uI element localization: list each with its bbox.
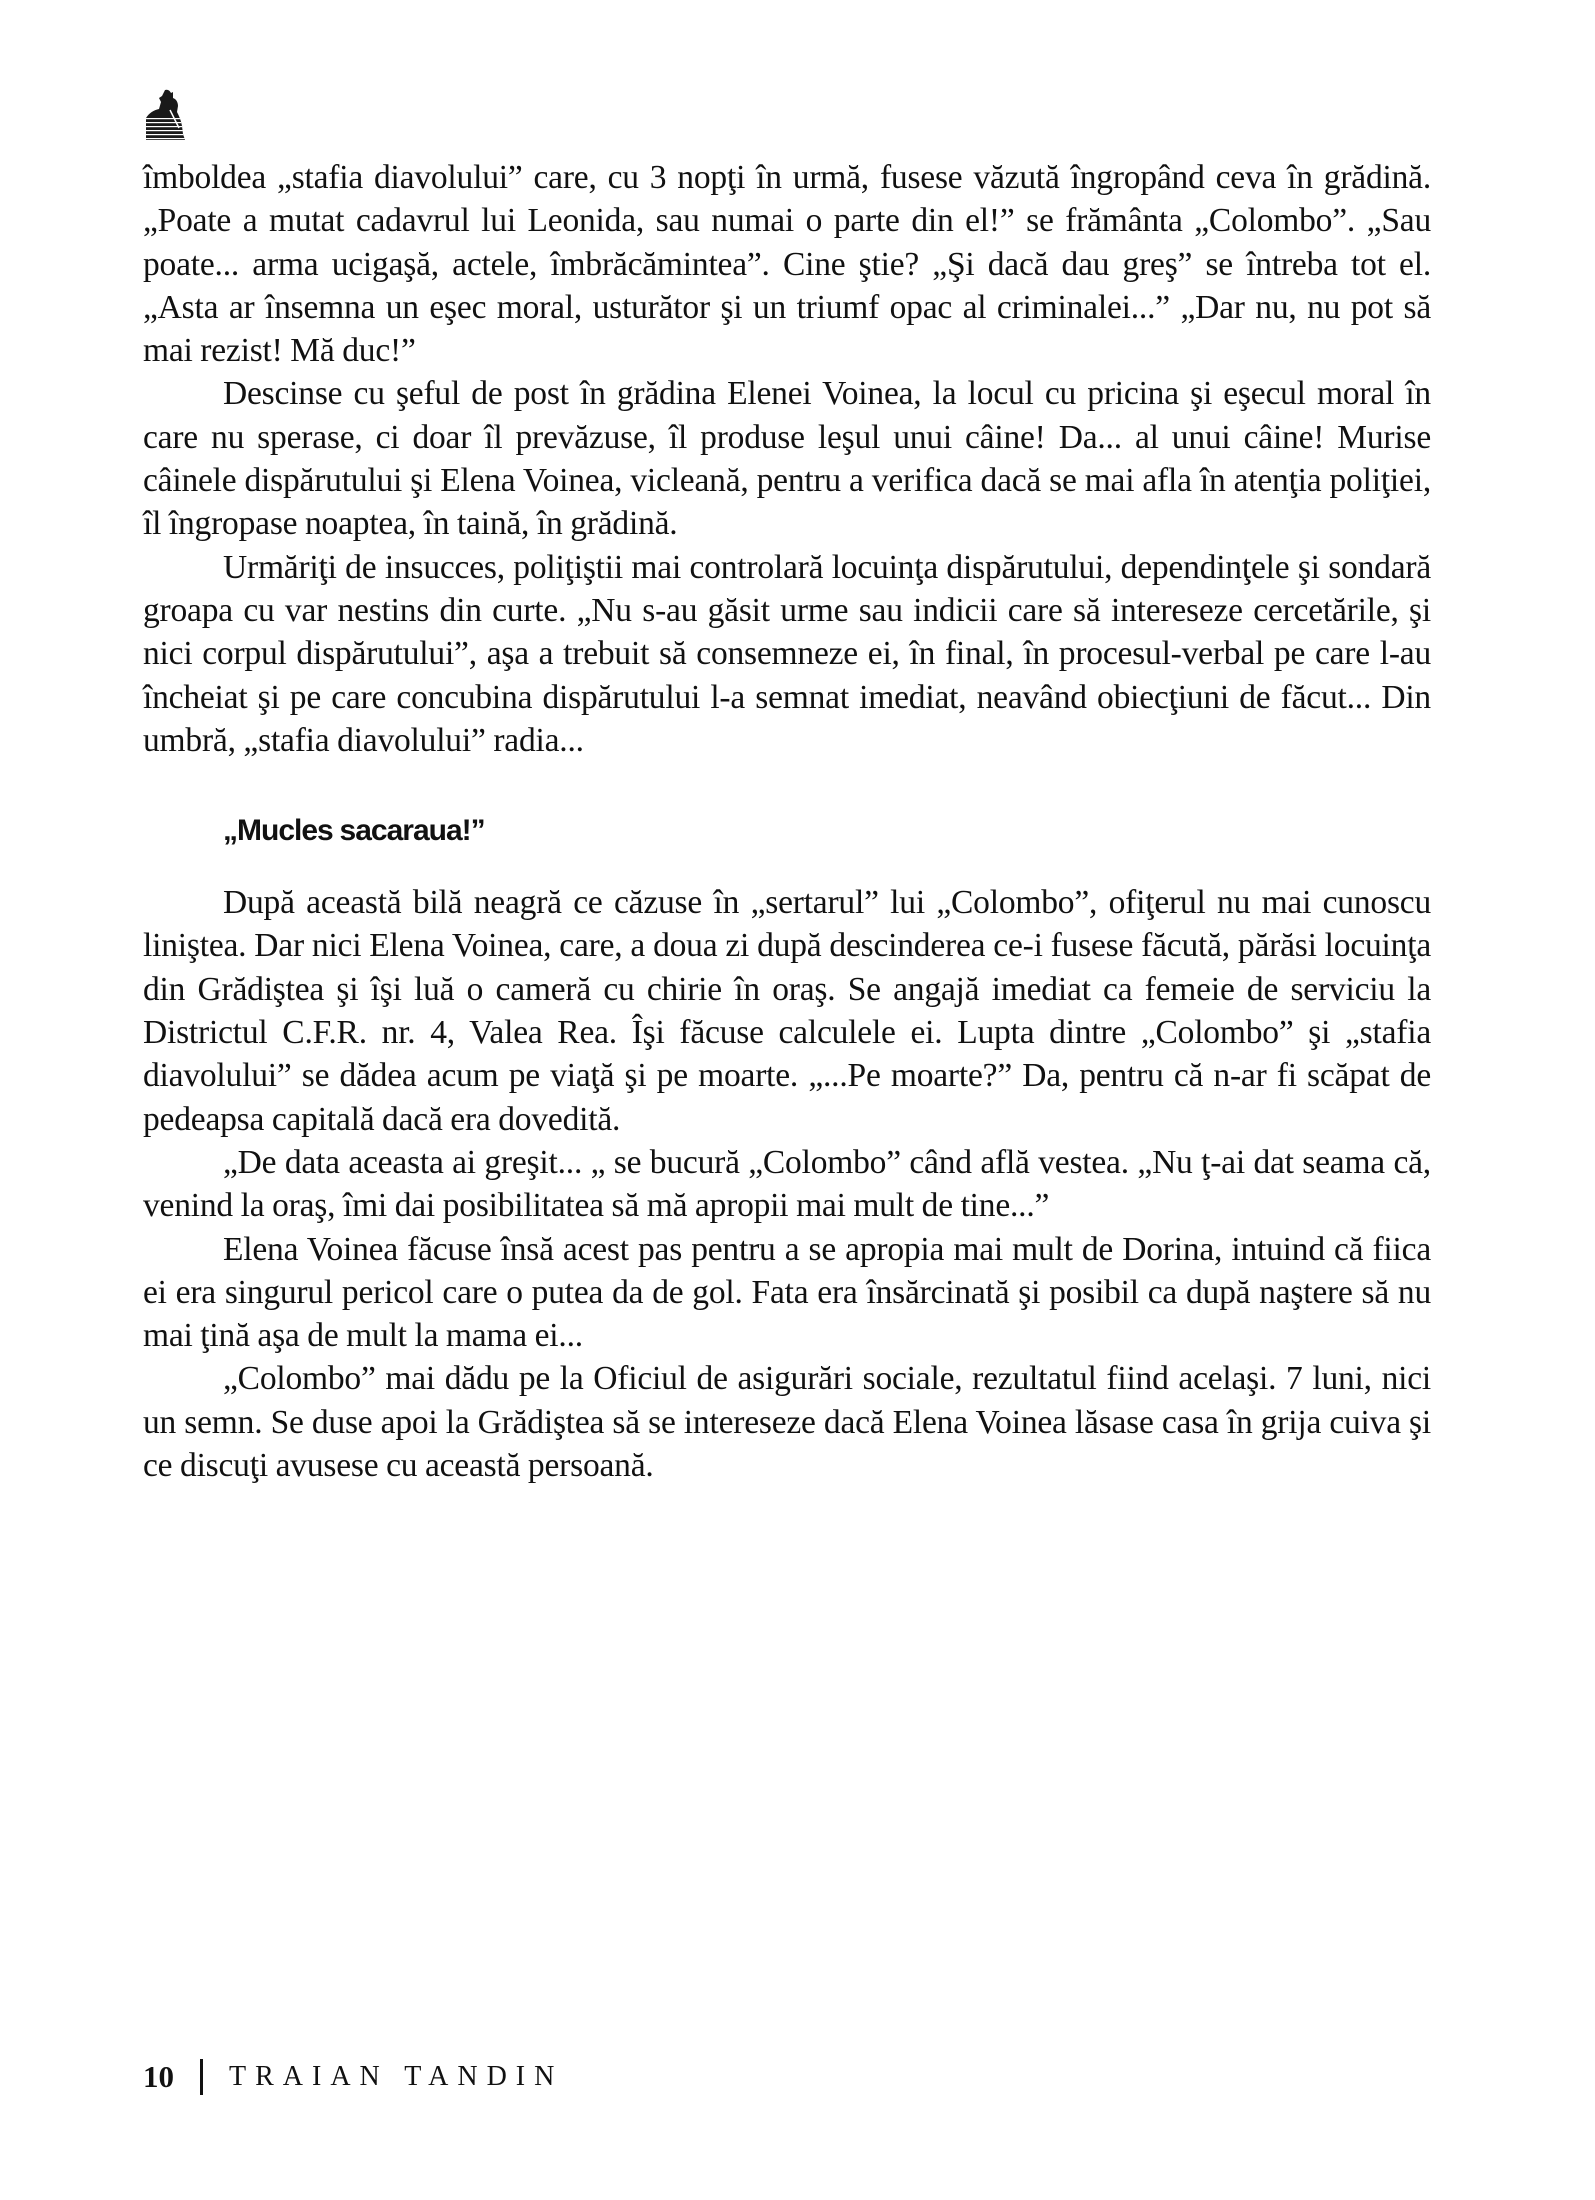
paragraph: „De data aceasta ai greşit... „ se bucură „Colombo” când află vestea. „Nu ţ-ai dat seama că, venind la oraş, îmi dai posibilitatea să mă apropii mai mult de tine...” [143, 1143, 1431, 1225]
paragraph: Elena Voinea făcuse însă acest pas pentru a se apropia mai mult de Dorina, intuind că fiica ei era singurul pericol care o putea da de gol. Fata era însărcinată şi posibil ca după naştere să nu mai ţină aşa de mult la mama ei... [143, 1230, 1431, 1355]
paragraph: După această bilă neagră ce căzuse în „sertarul” lui „Colombo”, ofiţerul nu mai cunoscu liniştea. Dar nici Elena Voinea, care, a doua zi după descinderea ce-i fusese făcută, părăsi locuinţa din Grădiştea şi îşi luă o cameră cu chirie în oraş. Se angajă imediat ca femeie de serviciu la Districtul C.F.R. nr. 4, Valea Rea. Îşi făcuse calculele ei. Lupta dintre „Colombo” şi „stafia diavolului” se dădea acum pe viaţă şi pe moarte. „...Pe moarte?” Da, pentru că n-ar fi scăpat de pedeapsa capitală dacă era dovedită. [143, 884, 1431, 1138]
body-text [143, 156, 1431, 1487]
paragraph: Descinse cu şeful de post în grădina Elenei Voinea, la locul cu pricina şi eşecul moral în care nu sperase, ci doar îl prevăzuse, îl produse leşul unui câine! Da... al unui câine! Murise câinele dispărutului şi Elena Voinea, vicleană, pentru a verifica dacă se mai afla în atenţia poliţiei, îl îngropase noaptea, în taină, în grădină. [143, 375, 1431, 543]
footer-divider [200, 2059, 203, 2095]
paragraph: „Colombo” mai dădu pe la Oficiul de asigurări sociale, rezultatul fiind acelaşi. 7 luni, nici un semn. Se duse apoi la Grădiştea să se intereseze dacă Elena Voinea lăsase casa în grija cuiva şi ce discuţi avusese cu această persoană. [143, 1360, 1431, 1485]
section-heading: „Mucles sacaraua!” [223, 814, 485, 848]
page-footer [143, 2055, 563, 2099]
paragraph: îmboldea „stafia diavolului” care, cu 3 nopţi în urmă, fusese văzută îngropând ceva în grădină. „Poate a mutat cadavrul lui Leonida, sau numai o parte din el!” se frământa „Colombo”. „Sau poate... arma ucigaşă, actele, îmbrăcămintea”. Cine ştie? „Şi dacă dau greş” se întreba tot el. „Asta ar însemna un eşec moral, usturător şi un triumf opac al criminalei...” „Dar nu, nu pot să mai rezist! Mă duc!” [143, 159, 1431, 370]
page-number: 10 [143, 2059, 174, 2094]
paragraph: Urmăriţi de insucces, poliţiştii mai controlară locuinţa dispărutului, dependinţele şi sondară groapa cu var nestins din curte. „Nu s-au găsit urme sau indicii care să intereseze cercetările, şi nici corpul dispărutului”, aşa a trebuit să consemneze ei, în final, în procesul-verbal pe care l-au încheiat şi pe care concubina dispărutului l-a semnat imediat, neavând obiecţiuni de făcut... Din umbră, „stafia diavolului” radia... [143, 548, 1431, 759]
detective-silhouette-icon [143, 82, 185, 142]
author-name: TRAIAN TANDIN [229, 2061, 564, 2092]
